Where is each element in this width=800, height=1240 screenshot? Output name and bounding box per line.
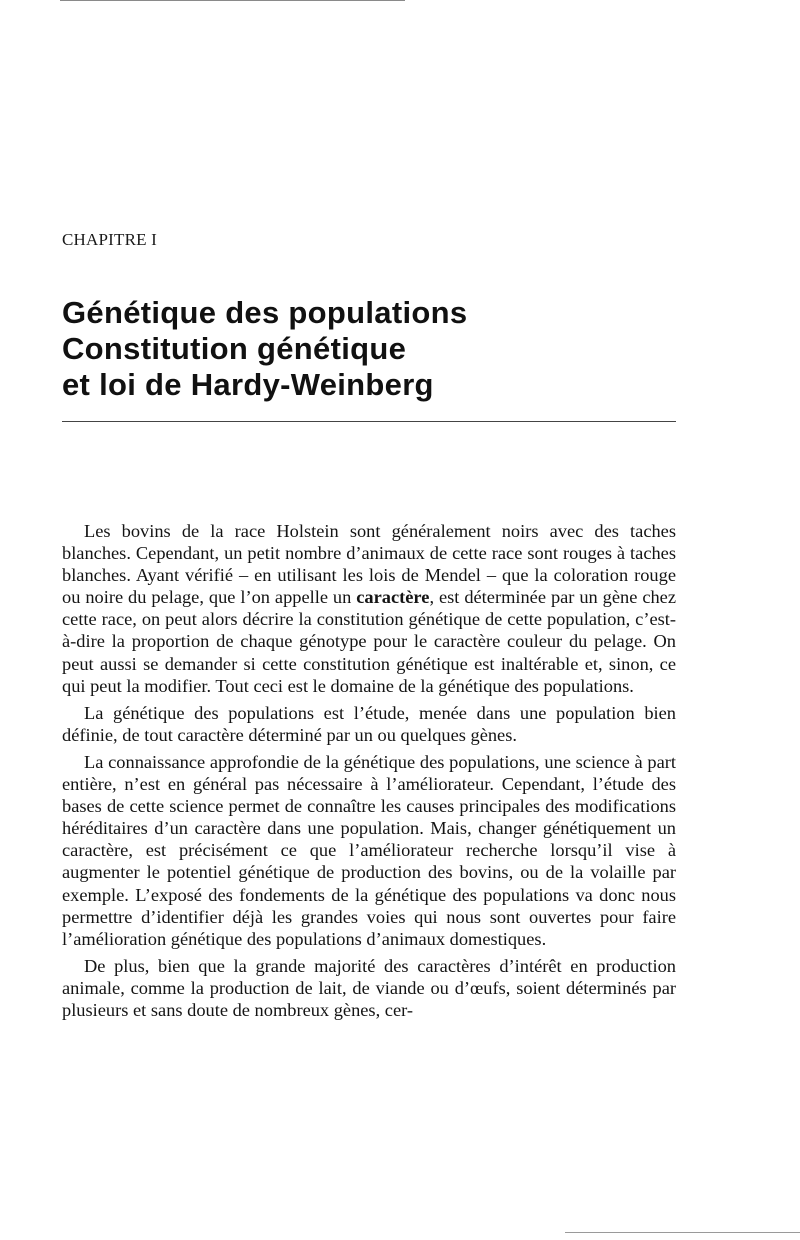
- top-rule: [60, 0, 405, 1]
- title-rule: [62, 421, 676, 422]
- paragraph-1-start: Les bovins de la race Holstein sont généralement noirs avec des taches blanches. Cependant, un petit nombre d’animaux de cette race sont rouges à taches blanches. Ayant vérifié – en utilisant les lois de Mendel – que la coloration rouge ou noire du pelage, que l’on appelle un: [62, 521, 676, 608]
- paragraph-1: [62, 520, 676, 697]
- chapter-title: [62, 295, 467, 403]
- term-caractere: caractère: [356, 587, 430, 608]
- title-line-3: et loi de Hardy-Weinberg: [62, 367, 434, 402]
- body-text: [62, 520, 676, 1026]
- paragraph-2: La génétique des populations est l’étude, menée dans une population bien définie, de tout caractère déterminé par un ou quelques gènes.: [62, 702, 676, 745]
- title-line-2: Constitution génétique: [62, 331, 407, 366]
- paragraph-3: La connaissance approfondie de la génétique des populations, une science à part entière, n’est en général pas nécessaire à l’améliorateur. Cependant, l’étude des bases de cette science permet de connaître les causes principales des modifications héréditaires d’un caractère dans une population. Mais, changer génétiquement un caractère, est précisément ce que l’améliorateur recherche lorsqu’il vise à augmenter le potentiel génétique de production des bovins, ou de la volaille par exemple. L’exposé des fondements de la génétique des populations va donc nous permettre d’identifier déjà les grandes voies qui nous sont ouvertes pour faire l’amélioration génétique des populations d’animaux domestiques.: [62, 751, 676, 949]
- paragraph-4: De plus, bien que la grande majorité des caractères d’intérêt en production animale, comme la production de lait, de viande ou d’œufs, soient déterminés par plusieurs et sans doute de nombreux gènes, cer-: [62, 955, 676, 1020]
- bottom-rule: [565, 1232, 800, 1233]
- title-line-1: Génétique des populations: [62, 295, 468, 330]
- chapter-label: CHAPITRE I: [62, 230, 158, 249]
- paragraph-1-end: , est déterminée par un gène chez cette race, on peut alors décrire la constitution génétique de cette population, c’est-à-dire la proportion de chaque génotype pour le caractère couleur du pelage. On peut aussi se demander si cette constitution génétique est inaltérable et, sinon, ce qui peut la modifier. Tout ceci est le domaine de la génétique des populations.: [62, 587, 677, 696]
